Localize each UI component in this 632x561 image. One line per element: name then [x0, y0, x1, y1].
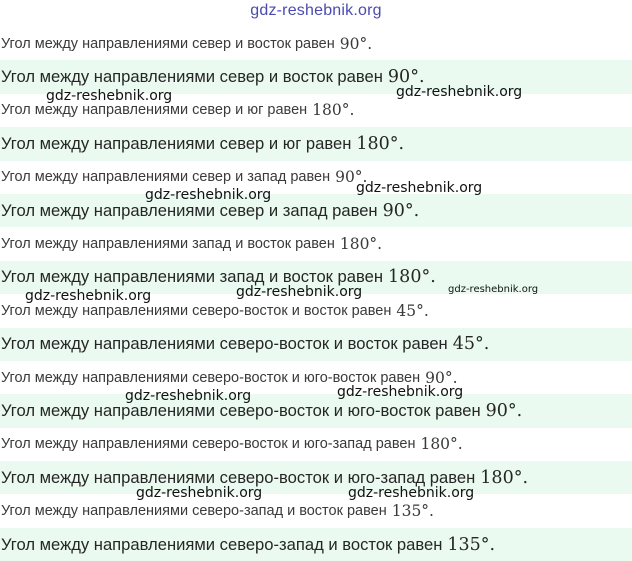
- angle-value: 180°.: [420, 435, 463, 454]
- watermark: gdz-reshebnik.org: [46, 88, 173, 104]
- statement-text: Угол между направлениями северо-запад и восток равен: [1, 503, 387, 520]
- angle-value: 180°.: [356, 133, 405, 154]
- answer-text: Угол между направлениями север и восток равен: [1, 67, 383, 87]
- watermark: gdz-reshebnik.org: [448, 284, 539, 295]
- answer-row: [0, 394, 632, 427]
- answer-text: Угол между направлениями север и юг равен: [1, 133, 352, 153]
- angle-value: 90°.: [335, 168, 368, 187]
- angle-value: 90°.: [387, 67, 425, 88]
- angle-value: 180°.: [339, 235, 383, 254]
- statement-text: Угол между направлениями север и запад равен: [1, 169, 331, 186]
- answer-text: Угол между направлениями северо-восток и юго-запад равен: [1, 467, 476, 487]
- watermark: gdz-reshebnik.org: [236, 284, 363, 300]
- watermark: gdz-reshebnik.org: [356, 180, 483, 196]
- angle-value: 45°.: [452, 334, 490, 355]
- watermark: gdz-reshebnik.org: [136, 485, 263, 501]
- answer-row: [0, 461, 632, 494]
- answer-row: [0, 528, 632, 561]
- watermark: gdz-reshebnik.org: [145, 187, 272, 203]
- answer-row: [0, 194, 632, 227]
- answer-text: Угол между направлениями северо-восток и восток равен: [1, 334, 448, 354]
- angle-value: 90°.: [382, 200, 420, 221]
- header-watermark: gdz-reshebnik.org: [250, 2, 382, 19]
- answer-text: Угол между направлениями север и запад равен: [1, 200, 378, 220]
- statement-row: [0, 361, 632, 394]
- statement-text: Угол между направлениями север и юг равен: [1, 102, 308, 119]
- watermark: gdz-reshebnik.org: [396, 84, 523, 100]
- angle-value: 90°.: [485, 400, 523, 421]
- angle-value: 135°.: [447, 534, 496, 555]
- angle-value: 180°.: [312, 101, 355, 120]
- answer-row: [0, 127, 632, 160]
- statement-row: [0, 428, 632, 461]
- statement-text: Угол между направлениями северо-восток и восток равен: [1, 302, 392, 319]
- angle-value: 180°.: [480, 467, 529, 488]
- watermark: gdz-reshebnik.org: [337, 384, 464, 400]
- angle-value: 45°.: [396, 301, 429, 320]
- answer-row: [0, 328, 632, 361]
- statement-row: [0, 227, 632, 260]
- statement-text: Угол между направлениями запад и восток равен: [1, 236, 335, 253]
- statement-row: [0, 494, 632, 527]
- statement-row: [0, 27, 632, 60]
- answer-text: Угол между направлениями северо-восток и юго-восток равен: [1, 400, 481, 420]
- statement-text: Угол между направлениями северо-восток и юго-запад равен: [1, 436, 416, 453]
- watermark: gdz-reshebnik.org: [25, 288, 152, 304]
- angle-value: 180°.: [388, 267, 436, 288]
- angle-value: 90°.: [425, 368, 458, 387]
- statement-text: Угол между направлениями север и восток равен: [1, 35, 335, 52]
- statement-text: Угол между направлениями северо-восток и юго-восток равен: [1, 369, 421, 386]
- angle-value: 90°.: [339, 34, 373, 53]
- angle-value: 135°.: [391, 502, 434, 521]
- answer-text: Угол между направлениями северо-запад и восток равен: [1, 534, 443, 554]
- statement-row: [0, 161, 632, 194]
- answer-text: Угол между направлениями запад и восток равен: [1, 267, 384, 287]
- watermark: gdz-reshebnik.org: [125, 388, 252, 404]
- watermark: gdz-reshebnik.org: [348, 485, 475, 501]
